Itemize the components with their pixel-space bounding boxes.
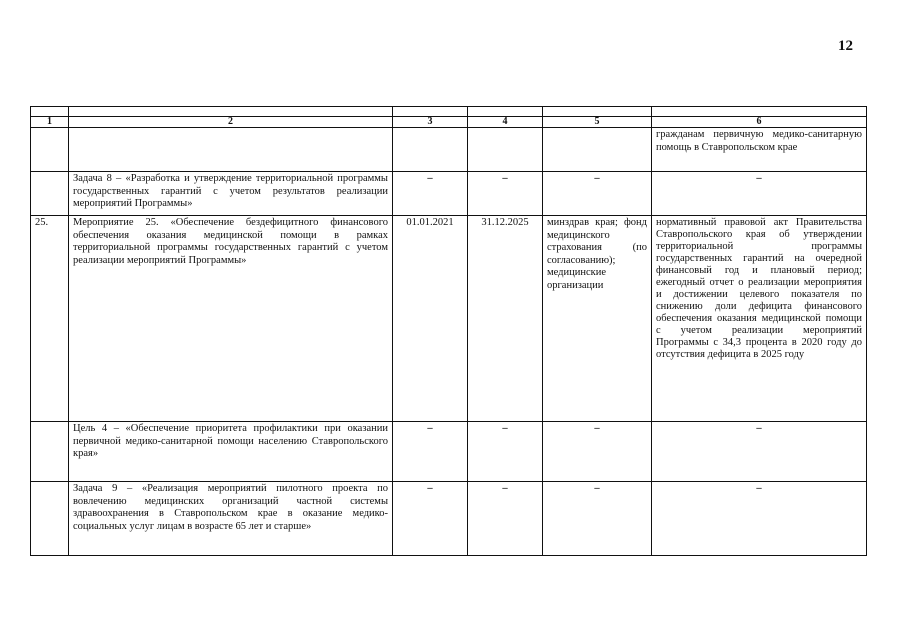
start-date: – — [393, 172, 468, 216]
table-cell — [468, 107, 543, 117]
measures-table — [30, 106, 867, 556]
row-title: Задача 9 – «Реализация мероприятий пилотного проекта по вовлечению медицинских организаций частной системы здравоохранения в Ставропольском крае в оказание медико-социальных услуг лицам в возрасте 65 лет и старше» — [69, 482, 393, 556]
column-number: 1 — [31, 117, 69, 128]
end-date: – — [468, 482, 543, 556]
responsible: – — [543, 172, 652, 216]
table-row — [31, 172, 867, 216]
table-row — [31, 216, 867, 422]
start-date: – — [393, 422, 468, 482]
responsible: – — [543, 482, 652, 556]
start-date — [393, 128, 468, 172]
column-number: 4 — [468, 117, 543, 128]
end-date — [468, 128, 543, 172]
row-number — [31, 422, 69, 482]
page-number: 12 — [838, 38, 853, 54]
row-title: Задача 8 – «Разработка и утверждение территориальной программы государственных гарантий с учетом результатов реализации мероприятий Программы» — [69, 172, 393, 216]
start-date: 01.01.2021 — [393, 216, 468, 422]
end-date: – — [468, 172, 543, 216]
table-cell — [543, 107, 652, 117]
column-number: 6 — [652, 117, 867, 128]
expected-result: – — [652, 172, 867, 216]
table-cell — [69, 107, 393, 117]
table-cell — [393, 107, 468, 117]
table-cell — [31, 107, 69, 117]
expected-result: гражданам первичную медико-санитарную помощь в Ставропольском крае — [652, 128, 867, 172]
table-header-blank-row — [31, 107, 867, 117]
row-number — [31, 128, 69, 172]
responsible: минздрав края; фонд медицинского страхования (по согласованию); медицинские организации — [543, 216, 652, 422]
column-number: 5 — [543, 117, 652, 128]
row-number — [31, 172, 69, 216]
row-number — [31, 482, 69, 556]
responsible — [543, 128, 652, 172]
table-row — [31, 128, 867, 172]
expected-result: – — [652, 422, 867, 482]
table-row — [31, 422, 867, 482]
column-number: 3 — [393, 117, 468, 128]
column-numbers-row — [31, 117, 867, 128]
row-title — [69, 128, 393, 172]
start-date: – — [393, 482, 468, 556]
row-title: Цель 4 – «Обеспечение приоритета профилактики при оказании первичной медико-санитарной помощи населению Ставропольского края» — [69, 422, 393, 482]
expected-result: – — [652, 482, 867, 556]
row-number: 25. — [31, 216, 69, 422]
table-cell — [652, 107, 867, 117]
responsible: – — [543, 422, 652, 482]
end-date: 31.12.2025 — [468, 216, 543, 422]
table-row — [31, 482, 867, 556]
column-number: 2 — [69, 117, 393, 128]
row-title: Мероприятие 25. «Обеспечение бездефицитного финансового обеспечения оказания медицинской помощи в рамках территориальной программы государственных гарантий с учетом реализации мероприятий Программы» — [69, 216, 393, 422]
expected-result: нормативный правовой акт Правительства Ставропольского края об утверждении территориальной программы государственных гарантий на очередной финансовый год и плановый период; ежегодный отчет о реализации мероприятия и достижении целевого показателя по снижению доли дефицита финансового обеспечения оказания медицинской помощи с учетом реализации мероприятий Программы с 34,3 процента в 2020 году до отсутствия дефицита в 2025 году — [652, 216, 867, 422]
end-date: – — [468, 422, 543, 482]
